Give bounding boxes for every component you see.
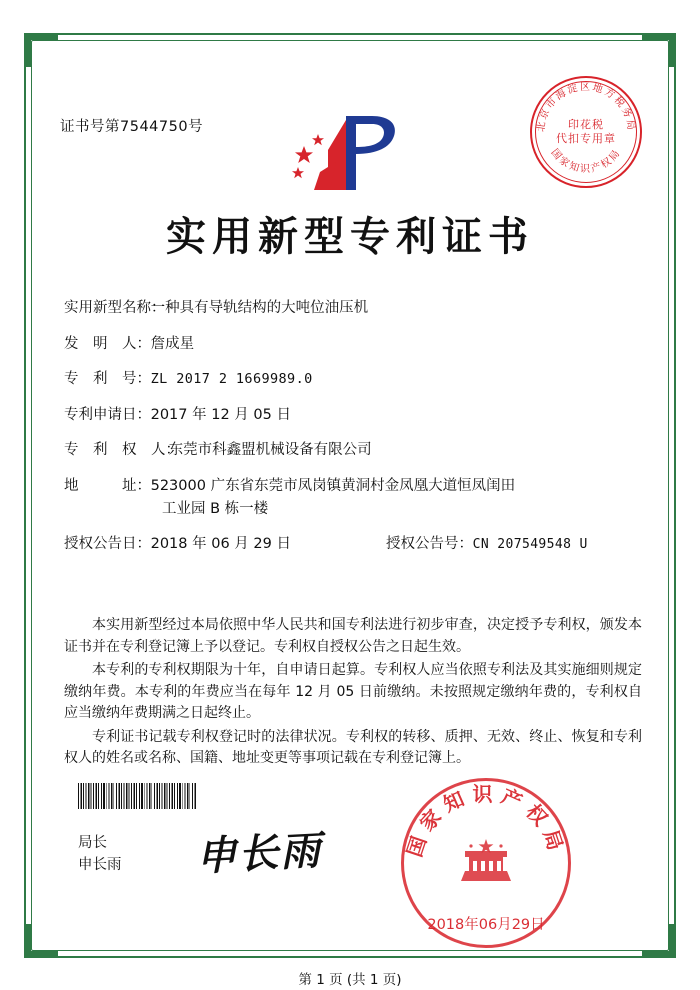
svg-text:北京市海淀区地方税务局: 北京市海淀区地方税务局 xyxy=(535,82,637,133)
svg-text:国家知识产权局: 国家知识产权局 xyxy=(548,147,624,175)
field-value-address-line2: 工业园 B 栋一楼 xyxy=(162,500,269,517)
field-row-grant-announcement xyxy=(64,534,642,554)
certificate-content xyxy=(56,60,644,988)
field-value-grant-date: 2018 年 06 月 29 日 xyxy=(150,536,291,552)
field-value-grant-number: CN 207549548 U xyxy=(472,537,588,552)
field-value-inventor: 詹成星 xyxy=(150,335,195,352)
field-value-utility-model-name: 一种具有导轨结构的大吨位油压机 xyxy=(150,300,369,316)
field-label-utility-model-name: 实用新型名称： xyxy=(64,300,166,316)
field-row-patent-number xyxy=(64,369,642,389)
official-seal xyxy=(401,778,571,948)
border-corner-bottom-right xyxy=(642,924,676,958)
field-value-patent-number: ZL 2017 2 1669989.0 xyxy=(150,371,313,387)
field-row-patentee xyxy=(64,440,642,460)
cnipa-logo-icon xyxy=(284,110,409,195)
field-row-inventor xyxy=(64,334,642,354)
legal-paragraph-3: 专利证书记载专利权登记时的法律状况。专利权的转移、质押、无效、终止、恢复和专利权人的姓名或名称、国籍、地址变更等事项记载在专利登记簿上。 xyxy=(64,728,642,766)
field-row-application-date xyxy=(64,405,642,425)
field-label-grant-date: 授权公告日： xyxy=(64,536,151,552)
field-value-application-date: 2017 年 12 月 05 日 xyxy=(150,406,291,423)
tax-stamp xyxy=(530,76,642,188)
certificate-number: 证书号第7544750号 xyxy=(60,119,204,135)
barcode xyxy=(78,783,196,809)
certificate-fields xyxy=(64,298,642,568)
legal-paragraph-1: 本实用新型经过本局依照中华人民共和国专利法进行初步审查，决定授予专利权，颁发本证书并在专利登记簿上予以登记。专利权自授权公告之日起生效。 xyxy=(64,617,642,655)
tax-stamp-center-text: 印花税 代扣专用章 xyxy=(556,118,616,145)
field-row-utility-model-name xyxy=(64,298,642,318)
field-label-patentee: 专 利 权 人： xyxy=(64,442,180,458)
field-row-address xyxy=(64,476,642,519)
field-label-grant-number: 授权公告号： xyxy=(386,536,473,552)
svg-text:国家知识产权局: 国家知识产权局 xyxy=(402,782,570,860)
signature-title-label: 局长 xyxy=(78,835,107,851)
field-label-application-date: 专利申请日： xyxy=(64,406,151,423)
signature-labels xyxy=(78,832,122,876)
page-footer: 第 1 页 (共 1 页) xyxy=(298,972,402,988)
legal-paragraph-2: 本专利的专利权期限为十年，自申请日起算。专利权人应当依照专利法及其实施细则规定缴纳年费。本专利的年费应当在每年 12 月 05 日前缴纳。未按照规定缴纳年费的，专利权自应当缴纳年费期满之日起终止。 xyxy=(64,662,642,721)
field-value-patentee: 东莞市科鑫盟机械设备有限公司 xyxy=(168,442,372,458)
handwritten-signature: 申长雨 xyxy=(195,826,324,881)
page-title: 实用新型专利证书 xyxy=(166,214,534,260)
border-corner-bottom-left xyxy=(24,924,58,958)
legal-text-block xyxy=(64,615,642,772)
official-seal-date: 2018年06月29日 xyxy=(427,917,545,933)
national-emblem-icon xyxy=(455,837,517,889)
field-label-inventor: 发 明 人： xyxy=(64,335,151,352)
border-corner-top-left xyxy=(24,33,58,67)
field-value-address: 523000 广东省东莞市凤岗镇黄洞村金凤凰大道恒凤闺田 xyxy=(150,477,516,494)
grant-announcement-number-group xyxy=(386,534,588,555)
border-corner-top-right xyxy=(642,33,676,67)
field-label-patent-number: 专 利 号： xyxy=(64,371,151,387)
signature-name-label: 申长雨 xyxy=(78,857,122,873)
field-label-address: 地 址： xyxy=(64,477,151,494)
